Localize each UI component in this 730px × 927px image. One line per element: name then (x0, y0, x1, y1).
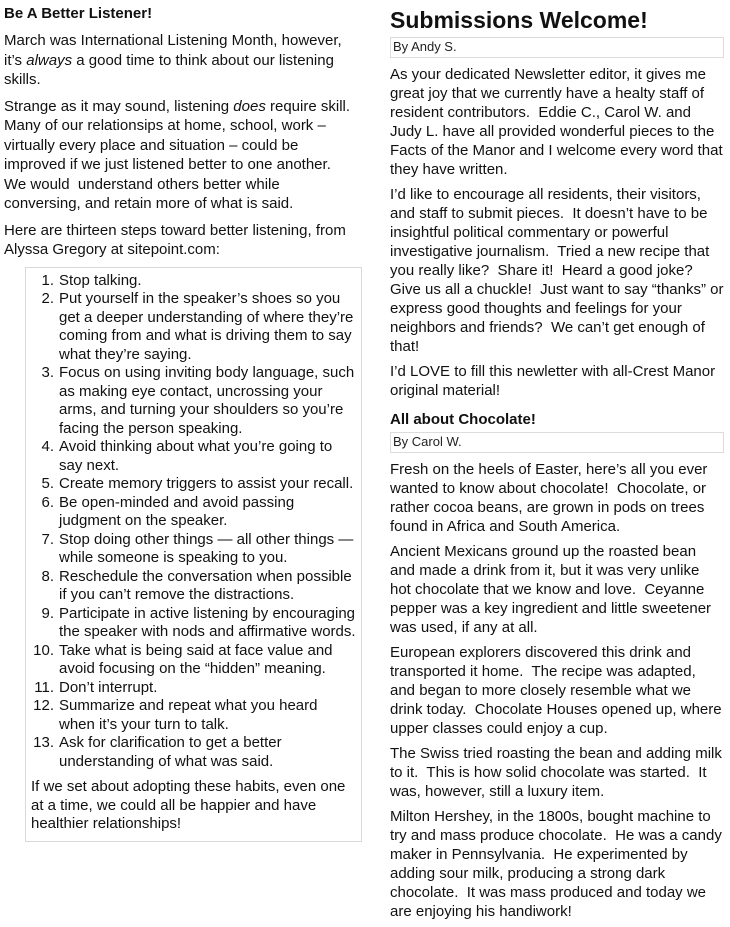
paragraph (4, 97, 359, 214)
list-item: Focus on using inviting body language, such as making eye contact, uncrossing your arms, and turning your shoulders so you’re facing the person speaking. (59, 364, 359, 437)
paragraph-text: March was International Listening Month, however, it’s (4, 32, 346, 69)
article-title-listener: Be A Better Listener! (4, 5, 153, 22)
paragraph: European explorers discovered this drink and transported it home. The recipe was adapted, and began to more closely resemble what we drink today. Chocolate Houses opened up, where upper classes could enjoy a cup. (390, 644, 726, 737)
paragraph: Ancient Mexicans ground up the roasted bean and made a drink from it, but it was very unlike hot chocolate that we know and love. Ceyanne pepper was a key ingredient and little sweetener was used, if any at all. (390, 543, 716, 636)
list-item: Be open-minded and avoid passing judgment on the speaker. (59, 493, 299, 529)
list-item: Put yourself in the speaker’s shoes so you get a deeper understanding of where they’re coming from and what is driving them to say what they’re saying. (59, 290, 358, 363)
paragraph (4, 31, 356, 90)
paragraph-text: Strange as it may sound, listening (4, 97, 234, 115)
article-title-chocolate: All about Chocolate! (390, 411, 536, 428)
list-item: Take what is being said at face value and avoid focusing on the “hidden” meaning. (59, 641, 337, 677)
paragraph: Here are thirteen steps toward better listening, from Alyssa Gregory at sitepoint.com: (4, 221, 350, 258)
left-column (4, 2, 360, 842)
italic-word: always (26, 51, 73, 69)
article-title-submissions: Submissions Welcome! (390, 7, 648, 33)
list-item: Stop talking. (59, 271, 142, 289)
list-item: Summarize and repeat what you heard when it’s your turn to talk. (59, 697, 322, 733)
paragraph: The Swiss tried roasting the bean and adding milk to it. This is how solid chocolate was started. It was, however, still a luxury item. (390, 745, 727, 800)
steps-ordered-list (29, 271, 360, 772)
list-item: Participate in active listening by encouraging the speaker with nods and affirmative words. (59, 604, 360, 640)
paragraph: Milton Hershey, in the 1800s, bought machine to try and mass produce chocolate. He was a candy maker in Pennsylvania. He experimented by adding sour milk, producing a strong dark chocolate. It was mass produced and today we are enjoying his handiwork! (390, 808, 727, 920)
paragraph-text: a good time to think about our listening skills. (4, 51, 339, 88)
list-item: Don’t interrupt. (59, 678, 158, 696)
paragraph-text: require skill. Many of our relationsips at home, school, work – virtually every place and situation – could be improved if we just listened better to one another. We would understand others better while conversing, and retain more of what is said. (4, 97, 359, 212)
paragraph: I’d LOVE to fill this newletter with all-Crest Manor original material! (390, 363, 720, 399)
steps-box (25, 267, 362, 842)
list-item: Avoid thinking about what you’re going to say next. (59, 438, 337, 474)
list-item: Create memory triggers to assist your recall. (59, 475, 354, 492)
byline-andy: By Andy S. (390, 37, 724, 58)
list-item: Reschedule the conversation when possible if you can’t remove the distractions. (59, 567, 356, 603)
italic-word: does (233, 97, 266, 115)
paragraph: Fresh on the heels of Easter, here’s all you ever wanted to know about chocolate! Chocolate, or rather cocoa beans, are grown in pods on trees found in Africa and South America. (390, 461, 712, 535)
paragraph: As your dedicated Newsletter editor, it gives me great joy that we currently have a healty staff of resident contributors. Eddie C., Carol W. and Judy L. have all provided wonderful pieces to the Facts of the Manor and I welcome every word that they have written. (390, 66, 727, 178)
closing-paragraph: If we set about adopting these habits, even one at a time, we could all be happier and have healthier relationships! (31, 778, 350, 832)
right-column (390, 2, 728, 927)
list-item: Stop doing other things — all other things — while someone is speaking to you. (59, 530, 358, 566)
byline-carol: By Carol W. (390, 432, 724, 453)
list-item: Ask for clarification to get a better understanding of what was said. (59, 734, 286, 770)
paragraph: I’d like to encourage all residents, their visitors, and staff to submit pieces. It doesn’t have to be insightful political commentary or powerful investigative journalism. Tried a new recipe that you really like? Share it! Heard a good joke? Give us all a chuckle! Just want to say “thanks” or express good thoughts and feelings for your neighbors and friends? We can’t get enough of that! (390, 186, 728, 355)
